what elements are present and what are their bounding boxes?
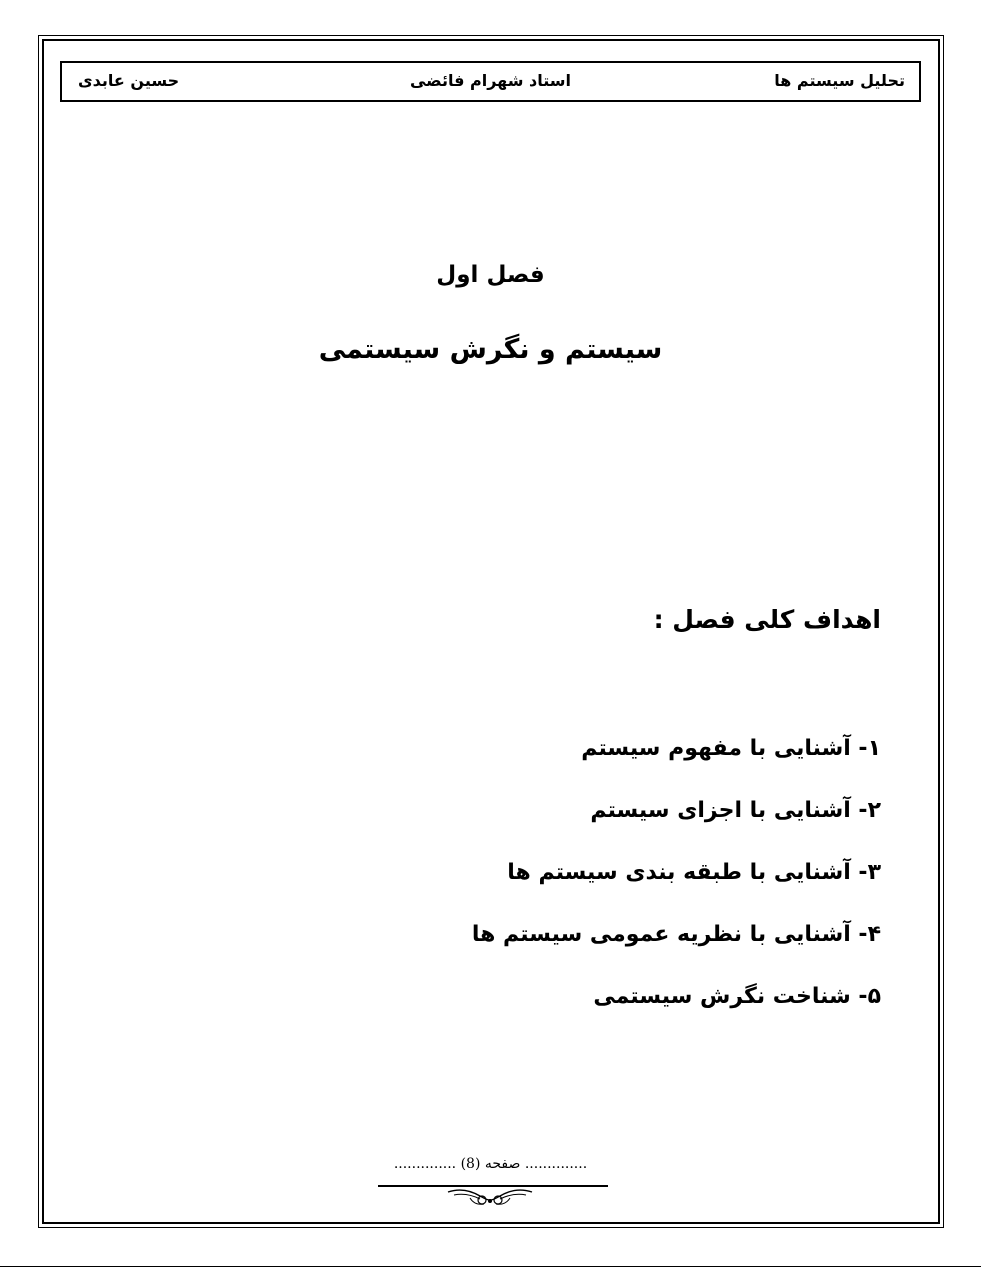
list-item: ۲- آشنایی با اجزای سیستم xyxy=(590,798,881,823)
list-item: ۵- شناخت نگرش سیستمی xyxy=(593,984,881,1009)
page-header xyxy=(60,61,921,102)
page-bottom-edge xyxy=(0,1266,981,1267)
list-item: ۴- آشنایی با نظریه عمومی سیستم ها xyxy=(471,922,881,947)
page-number: .............. صفحه (8) .............. xyxy=(393,1156,588,1172)
goals-heading: اهداف کلی فصل : xyxy=(653,605,881,634)
header-course-title: تحلیل سیستم ها xyxy=(774,71,905,90)
chapter-label: فصل اول xyxy=(436,262,545,288)
goals-list xyxy=(472,736,881,1046)
chapter-title: سیستم و نگرش سیستمی xyxy=(318,334,663,365)
header-teacher-name: استاد شهرام فائضی xyxy=(409,71,572,90)
ornament-icon xyxy=(440,1186,540,1208)
list-item: ۳- آشنایی با طبقه بندی سیستم ها xyxy=(507,860,881,885)
header-author-name: حسین عابدی xyxy=(78,71,180,90)
list-item: ۱- آشنایی با مفهوم سیستم xyxy=(581,736,881,761)
